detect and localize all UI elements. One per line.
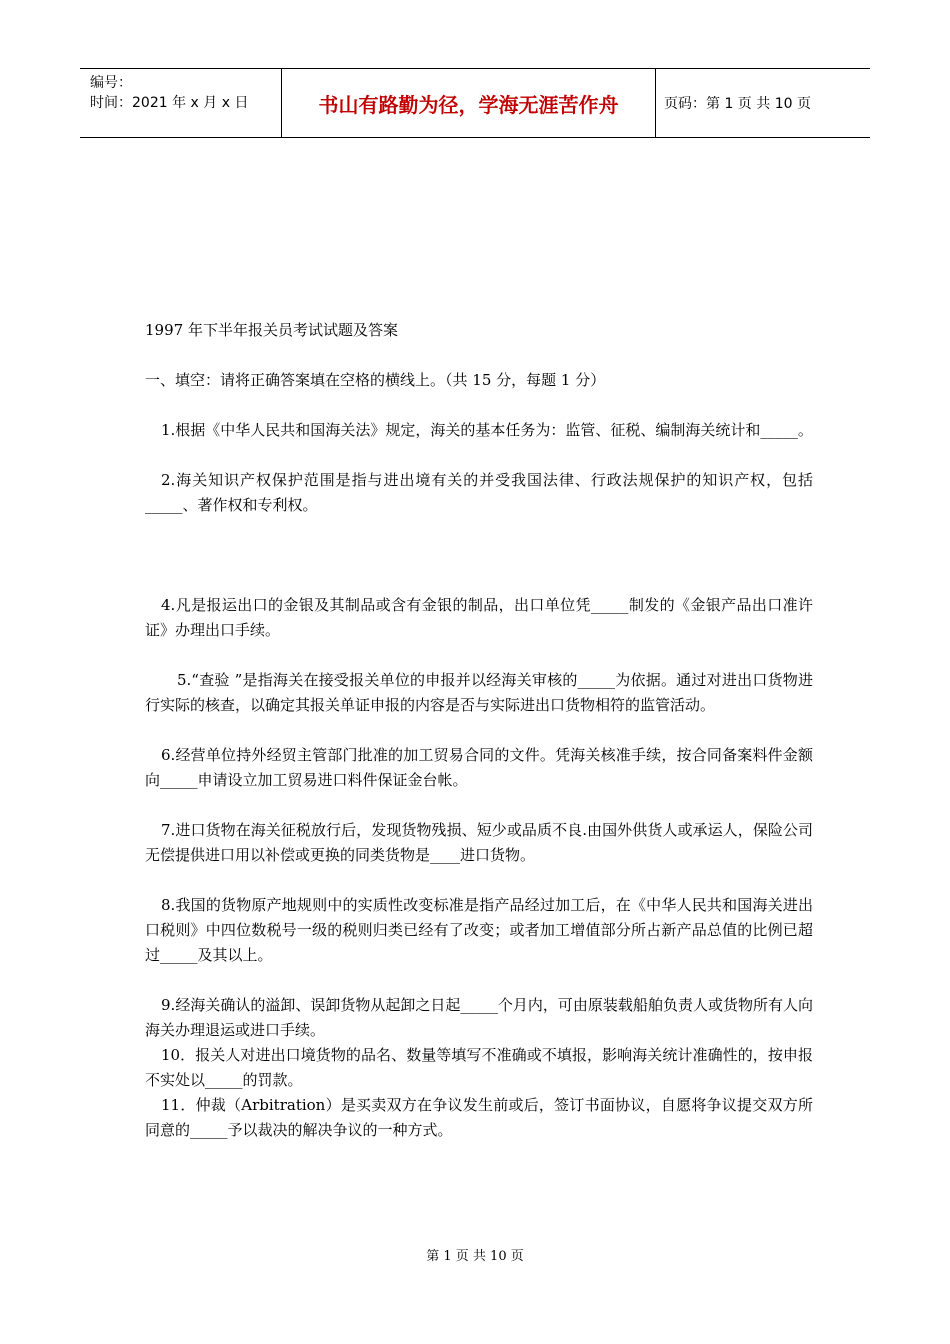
question-2: 2.海关知识产权保护范围是指与进出境有关的并受我国法律、行政法规保护的知识产权，包括_____、著作权和专利权。 bbox=[145, 471, 813, 514]
question-10: 10．报关人对进出口境货物的品名、数量等填写不准确或不填报，影响海关统计准确性的，按申报不实处以_____的罚款。 bbox=[145, 1046, 813, 1089]
question-8: 8.我国的货物原产地规则中的实质性改变标准是指产品经过加工后，在《中华人民共和国海关进出口税则》中四位数税号一级的税则归类已经有了改变；或者加工增值部分所占新产品总值的比例已超过_____及其以上。 bbox=[145, 896, 813, 964]
header-meta bbox=[80, 69, 282, 137]
question-5: 5.“查验 ”是指海关在接受报关单位的申报并以经海关审核的_____为依据。通过对进出口货物进行实际的核查，以确定其报关单证申报的内容是否与实际进出口货物相符的监管活动。 bbox=[145, 671, 813, 714]
question-11: 11．仲裁（Arbitration）是买卖双方在争议发生前或后，签订书面协议，自愿将争议提交双方所同意的_____予以裁决的解决争议的一种方式。 bbox=[145, 1096, 813, 1139]
number-label: 编号： bbox=[90, 75, 132, 91]
page-header bbox=[80, 68, 870, 138]
question-9: 9.经海关确认的溢卸、误卸货物从起卸之日起_____个月内，可由原装载船舶负责人或货物所有人向海关办理退运或进口手续。 bbox=[145, 996, 813, 1039]
document-body bbox=[145, 318, 813, 1143]
question-4: 4.凡是报运出口的金银及其制品或含有金银的制品，出口单位凭_____制发的《金银产品出口准许证》办理出口手续。 bbox=[145, 596, 813, 639]
question-6: 6.经营单位持外经贸主管部门批准的加工贸易合同的文件。凭海关核准手续，按合同备案料件金额向_____申请设立加工贸易进口料件保证金台帐。 bbox=[145, 746, 813, 789]
page-footer: 第 1 页 共 10 页 bbox=[426, 1249, 524, 1264]
header-motto: 书山有路勤为径，学海无涯苦作舟 bbox=[282, 69, 656, 137]
header-page-label: 页码：第 1 页 共 10 页 bbox=[664, 96, 811, 112]
section-heading: 一、填空：请将正确答案填在空格的横线上。（共 15 分，每题 1 分） bbox=[145, 371, 606, 389]
document-title: 1997 年下半年报关员考试试题及答案 bbox=[145, 321, 398, 339]
question-7: 7.进口货物在海关征税放行后，发现货物残损、短少或品质不良.由国外供货人或承运人，保险公司无偿提供进口用以补偿或更换的同类货物是____进口货物。 bbox=[145, 821, 813, 864]
question-1: 1.根据《中华人民共和国海关法》规定，海关的基本任务为：监管、征税、编制海关统计和_____。 bbox=[161, 421, 813, 439]
time-label: 时间：2021 年 x 月 x 日 bbox=[90, 95, 249, 111]
